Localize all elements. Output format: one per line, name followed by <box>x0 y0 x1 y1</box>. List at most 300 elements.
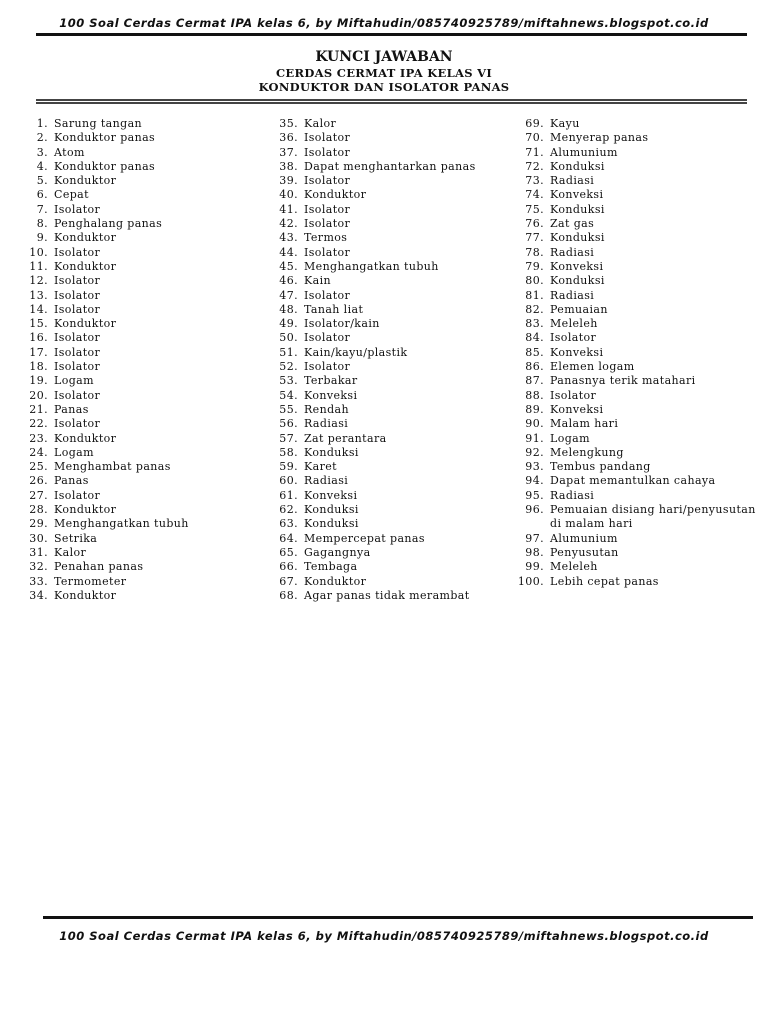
answer-text: Isolator <box>304 288 351 302</box>
answer-number: 15. <box>29 317 48 331</box>
page-header: 100 Soal Cerdas Cermat IPA kelas 6, by Miftahudin/085740925789/miftahnews.blogspot.co.id <box>59 16 709 30</box>
answer-text: Melengkung <box>550 445 624 459</box>
answer-number: 67. <box>279 574 298 588</box>
answer-text: Menghangatkan tubuh <box>304 259 439 273</box>
answer-number: 62. <box>279 503 298 517</box>
answer-number: 64. <box>279 531 298 545</box>
answer-text: Konduktor <box>54 588 117 602</box>
answer-number: 77. <box>525 231 544 245</box>
answer-number: 69. <box>525 117 544 130</box>
answer-item <box>272 174 502 188</box>
answer-number: 36. <box>279 131 298 145</box>
answer-number: 11. <box>29 259 48 273</box>
title-block <box>0 49 768 94</box>
answer-number: 98. <box>525 545 544 559</box>
answer-item <box>272 203 502 217</box>
answer-text: Radiasi <box>550 174 595 188</box>
answer-item <box>516 374 756 388</box>
answer-number: 41. <box>279 202 298 216</box>
answer-item <box>516 489 756 503</box>
answer-item <box>22 289 252 303</box>
answer-text: Pemuaian disiang hari/penyusutan di malam hari <box>550 503 756 531</box>
answer-number: 20. <box>29 388 48 402</box>
answer-number: 9. <box>36 231 48 245</box>
answer-text: Isolator <box>54 274 101 288</box>
answer-text: Konduksi <box>550 159 605 173</box>
answer-text: Kalor <box>54 545 87 559</box>
answer-text: Penghalang panas <box>54 217 163 231</box>
answer-number: 30. <box>29 531 48 545</box>
answer-item <box>516 274 756 288</box>
answer-item <box>516 303 756 317</box>
answer-text: Panas <box>54 402 89 416</box>
answer-number: 99. <box>525 560 544 574</box>
answer-text: Konveksi <box>550 259 604 273</box>
answer-item <box>22 575 252 589</box>
answer-item <box>516 460 756 474</box>
answer-text: Konveksi <box>304 488 358 502</box>
answer-number: 16. <box>29 331 48 345</box>
answer-number: 65. <box>279 545 298 559</box>
answer-item <box>22 432 252 446</box>
answer-text: Isolator <box>54 245 101 259</box>
document-subtitle-2: KONDUKTOR DAN ISOLATOR PANAS <box>258 80 510 94</box>
answer-item <box>516 331 756 345</box>
answer-text: Isolator <box>304 131 351 145</box>
answer-item <box>516 174 756 188</box>
answer-text: Konduksi <box>550 202 605 216</box>
answer-number: 63. <box>279 517 298 531</box>
answer-text: Dapat menghantarkan panas <box>304 159 476 173</box>
answer-number: 23. <box>29 431 48 445</box>
answer-text: Isolator <box>304 360 351 374</box>
answer-number: 3. <box>36 145 48 159</box>
answer-text: Menyerap panas <box>550 131 649 145</box>
answer-item <box>516 346 756 360</box>
answer-number: 14. <box>29 302 48 316</box>
answer-text: Meleleh <box>550 560 598 574</box>
answer-number: 39. <box>279 174 298 188</box>
answer-text: Konduktor <box>54 503 117 517</box>
answer-number: 43. <box>279 231 298 245</box>
answer-item <box>516 389 756 403</box>
answer-item <box>22 489 252 503</box>
answer-number: 29. <box>29 517 48 531</box>
answer-item <box>516 417 756 431</box>
answer-item <box>516 546 756 560</box>
answer-item <box>272 517 502 531</box>
answer-item <box>272 374 502 388</box>
answer-number: 27. <box>29 488 48 502</box>
answer-text: Isolator/kain <box>304 317 380 331</box>
answer-number: 75. <box>525 202 544 216</box>
answer-item <box>22 131 252 145</box>
answer-text: Isolator <box>304 217 351 231</box>
answer-item <box>516 560 756 574</box>
answer-number: 93. <box>525 460 544 474</box>
answer-text: Menghangatkan tubuh <box>54 517 189 531</box>
answer-item <box>272 289 502 303</box>
answer-number: 78. <box>525 245 544 259</box>
answer-item <box>272 432 502 446</box>
answer-text: Konduktor <box>304 188 367 202</box>
answer-text: Alumunium <box>550 531 618 545</box>
answer-number: 48. <box>279 302 298 316</box>
answer-text: Gagangnya <box>304 545 371 559</box>
answer-item <box>272 331 502 345</box>
answer-item <box>22 331 252 345</box>
answer-number: 87. <box>525 374 544 388</box>
answer-text: Isolator <box>54 331 101 345</box>
answer-number: 28. <box>29 503 48 517</box>
answer-item <box>272 546 502 560</box>
answer-text: Konduksi <box>550 274 605 288</box>
answer-text: Konduktor <box>54 259 117 273</box>
answer-text: Konduktor <box>54 317 117 331</box>
answer-number: 17. <box>29 345 48 359</box>
answer-item <box>516 532 756 546</box>
answer-item <box>516 289 756 303</box>
answer-number: 52. <box>279 360 298 374</box>
answer-item <box>22 589 252 603</box>
answer-number: 19. <box>29 374 48 388</box>
answer-text: Isolator <box>54 488 101 502</box>
answer-text: Isolator <box>304 202 351 216</box>
answer-item <box>22 303 252 317</box>
answer-number: 50. <box>279 331 298 345</box>
answer-text: Lebih cepat panas <box>550 574 659 588</box>
answer-item <box>272 532 502 546</box>
answer-text: Konveksi <box>550 188 604 202</box>
answer-number: 49. <box>279 317 298 331</box>
answer-number: 31. <box>29 545 48 559</box>
answer-number: 79. <box>525 259 544 273</box>
answer-text: Termometer <box>54 574 127 588</box>
answer-number: 18. <box>29 360 48 374</box>
answer-text: Meleleh <box>550 317 598 331</box>
answer-text: Isolator <box>304 145 351 159</box>
answer-item <box>272 503 502 517</box>
answer-text: Tanah liat <box>304 302 364 316</box>
answer-text: Elemen logam <box>550 360 635 374</box>
answer-item <box>516 360 756 374</box>
answer-number: 5. <box>36 174 48 188</box>
answer-text: Konduktor panas <box>54 131 156 145</box>
answer-item <box>516 260 756 274</box>
answer-number: 60. <box>279 474 298 488</box>
answer-text: Isolator <box>54 360 101 374</box>
answer-number: 61. <box>279 488 298 502</box>
title-rule-upper <box>36 99 747 101</box>
answer-text: Radiasi <box>550 488 595 502</box>
answer-item <box>272 460 502 474</box>
answer-item <box>22 346 252 360</box>
answer-text: Radiasi <box>550 288 595 302</box>
answer-text: Alumunium <box>550 145 618 159</box>
title-rule-lower <box>36 102 747 104</box>
answer-number: 90. <box>525 417 544 431</box>
answer-text: Logam <box>54 445 94 459</box>
answer-item <box>516 446 756 460</box>
answer-text: Konduktor panas <box>54 159 156 173</box>
answer-number: 96. <box>525 503 544 517</box>
answer-text: Sarung tangan <box>54 117 143 130</box>
answer-item <box>22 446 252 460</box>
answer-number: 2. <box>36 131 48 145</box>
answer-item <box>22 246 252 260</box>
answer-number: 57. <box>279 431 298 445</box>
answer-text: Tembus pandang <box>550 460 651 474</box>
answer-number: 84. <box>525 331 544 345</box>
answer-number: 94. <box>525 474 544 488</box>
answer-number: 32. <box>29 560 48 574</box>
answer-text: Karet <box>304 460 337 474</box>
answer-item <box>22 532 252 546</box>
answer-item <box>22 374 252 388</box>
answer-item <box>516 131 756 145</box>
answer-item <box>272 560 502 574</box>
answer-number: 85. <box>525 345 544 359</box>
answer-number: 83. <box>525 317 544 331</box>
answer-item <box>272 360 502 374</box>
answer-text: Termos <box>304 231 348 245</box>
answer-number: 33. <box>29 574 48 588</box>
answer-number: 42. <box>279 217 298 231</box>
answer-text: Cepat <box>54 188 89 202</box>
answer-item <box>272 117 502 131</box>
page-footer: 100 Soal Cerdas Cermat IPA kelas 6, by Miftahudin/085740925789/miftahnews.blogspot.co.id <box>59 929 709 943</box>
answer-number: 81. <box>525 288 544 302</box>
answer-item <box>272 274 502 288</box>
answer-text: Radiasi <box>304 474 349 488</box>
answer-text: Konveksi <box>304 388 358 402</box>
answer-text: Panasnya terik matahari <box>550 374 696 388</box>
answer-item <box>516 146 756 160</box>
answer-number: 80. <box>525 274 544 288</box>
answer-item <box>516 317 756 331</box>
answer-number: 55. <box>279 402 298 416</box>
answer-number: 88. <box>525 388 544 402</box>
answer-number: 40. <box>279 188 298 202</box>
answer-number: 66. <box>279 560 298 574</box>
answer-text: Malam hari <box>550 417 619 431</box>
answer-number: 56. <box>279 417 298 431</box>
answer-text: Atom <box>54 145 85 159</box>
answer-number: 54. <box>279 388 298 402</box>
answer-number: 89. <box>525 402 544 416</box>
answer-item <box>22 188 252 202</box>
answer-number: 97. <box>525 531 544 545</box>
answer-item <box>22 560 252 574</box>
answer-item <box>22 546 252 560</box>
answer-item <box>272 446 502 460</box>
answer-item <box>272 131 502 145</box>
answer-text: Dapat memantulkan cahaya <box>550 474 716 488</box>
answer-item <box>272 489 502 503</box>
answer-text: Konduktor <box>54 231 117 245</box>
answer-text: Konveksi <box>550 345 604 359</box>
answer-number: 8. <box>36 217 48 231</box>
answer-item <box>272 146 502 160</box>
answer-number: 7. <box>36 202 48 216</box>
answer-number: 51. <box>279 345 298 359</box>
answer-number: 21. <box>29 402 48 416</box>
answer-item <box>272 575 502 589</box>
answer-text: Isolator <box>54 417 101 431</box>
answer-item <box>22 217 252 231</box>
answer-text: Konduktor <box>54 174 117 188</box>
answer-item <box>516 117 756 131</box>
answer-text: Zat gas <box>550 217 595 231</box>
answer-text: Konduksi <box>304 517 359 531</box>
answer-column-2 <box>272 117 502 603</box>
answer-item <box>22 503 252 517</box>
answer-text: Menghambat panas <box>54 460 171 474</box>
answer-text: Konduktor <box>304 574 367 588</box>
answer-item <box>272 246 502 260</box>
answer-text: Terbakar <box>304 374 358 388</box>
answer-item <box>516 217 756 231</box>
answer-number: 4. <box>36 159 48 173</box>
answer-text: Radiasi <box>550 245 595 259</box>
answer-item <box>516 474 756 488</box>
answer-text: Konduksi <box>304 503 359 517</box>
answer-item <box>22 389 252 403</box>
answer-text: Setrika <box>54 531 98 545</box>
answer-number: 37. <box>279 145 298 159</box>
answer-text: Isolator <box>304 331 351 345</box>
answer-item <box>272 389 502 403</box>
answer-text: Isolator <box>54 288 101 302</box>
answer-text: Kain/kayu/plastik <box>304 345 408 359</box>
answer-number: 71. <box>525 145 544 159</box>
answer-text: Agar panas tidak merambat <box>304 588 470 602</box>
answer-text: Penahan panas <box>54 560 144 574</box>
answer-item <box>272 317 502 331</box>
answer-text: Kayu <box>550 117 580 130</box>
answer-number: 70. <box>525 131 544 145</box>
answer-number: 91. <box>525 431 544 445</box>
answer-item <box>22 360 252 374</box>
answer-number: 100. <box>517 574 544 588</box>
answer-text: Pemuaian <box>550 302 608 316</box>
answer-text: Tembaga <box>304 560 358 574</box>
answer-item <box>272 231 502 245</box>
answer-number: 45. <box>279 259 298 273</box>
answer-text: Isolator <box>550 388 597 402</box>
answer-item <box>272 160 502 174</box>
answer-item <box>22 174 252 188</box>
answer-item <box>22 317 252 331</box>
answer-number: 22. <box>29 417 48 431</box>
answer-number: 35. <box>279 117 298 130</box>
answer-item <box>22 274 252 288</box>
answer-text: Isolator <box>304 245 351 259</box>
answer-number: 34. <box>29 588 48 602</box>
answer-number: 95. <box>525 488 544 502</box>
header-rule <box>36 33 747 36</box>
answer-text: Rendah <box>304 402 349 416</box>
answer-item <box>516 575 756 589</box>
answer-item <box>22 203 252 217</box>
answer-text: Konveksi <box>550 402 604 416</box>
answer-item <box>22 260 252 274</box>
answer-item <box>516 188 756 202</box>
answer-number: 44. <box>279 245 298 259</box>
answer-text: Isolator <box>54 345 101 359</box>
answer-item <box>272 260 502 274</box>
answer-item <box>516 503 756 532</box>
document-title: KUNCI JAWABAN <box>315 49 453 65</box>
answer-item <box>272 346 502 360</box>
answer-text: Isolator <box>550 331 597 345</box>
answer-item <box>516 231 756 245</box>
answer-item <box>22 160 252 174</box>
answer-item <box>516 403 756 417</box>
answer-number: 12. <box>29 274 48 288</box>
answer-text: Isolator <box>54 202 101 216</box>
answer-text: Konduktor <box>54 431 117 445</box>
answer-item <box>272 474 502 488</box>
answer-text: Logam <box>54 374 94 388</box>
answer-text: Konduksi <box>304 445 359 459</box>
footer-rule <box>43 916 753 919</box>
answer-number: 76. <box>525 217 544 231</box>
answer-item <box>22 117 252 131</box>
answer-item <box>272 403 502 417</box>
answer-text: Radiasi <box>304 417 349 431</box>
answer-number: 68. <box>279 588 298 602</box>
answer-text: Panas <box>54 474 89 488</box>
answer-text: Penyusutan <box>550 545 619 559</box>
answer-number: 74. <box>525 188 544 202</box>
answer-text: Mempercepat panas <box>304 531 425 545</box>
answer-item <box>22 231 252 245</box>
answer-number: 46. <box>279 274 298 288</box>
answer-item <box>22 474 252 488</box>
answer-number: 47. <box>279 288 298 302</box>
answer-number: 10. <box>29 245 48 259</box>
answer-item <box>516 246 756 260</box>
answer-number: 92. <box>525 445 544 459</box>
answer-number: 24. <box>29 445 48 459</box>
answer-number: 73. <box>525 174 544 188</box>
answer-number: 38. <box>279 159 298 173</box>
answer-text: Isolator <box>304 174 351 188</box>
answer-number: 13. <box>29 288 48 302</box>
answer-number: 26. <box>29 474 48 488</box>
answer-item <box>272 303 502 317</box>
answer-item <box>22 517 252 531</box>
answer-number: 59. <box>279 460 298 474</box>
answer-number: 6. <box>36 188 48 202</box>
answer-item <box>272 188 502 202</box>
answer-text: Isolator <box>54 388 101 402</box>
answer-column-3 <box>516 117 756 589</box>
answer-number: 72. <box>525 159 544 173</box>
answer-number: 86. <box>525 360 544 374</box>
answer-text: Zat perantara <box>304 431 387 445</box>
answer-text: Kalor <box>304 117 337 130</box>
answer-text: Isolator <box>54 302 101 316</box>
answer-item <box>516 160 756 174</box>
answer-item <box>272 589 502 603</box>
answer-item <box>516 432 756 446</box>
answer-item <box>22 460 252 474</box>
answer-item <box>22 403 252 417</box>
answer-item <box>22 146 252 160</box>
answer-number: 82. <box>525 302 544 316</box>
